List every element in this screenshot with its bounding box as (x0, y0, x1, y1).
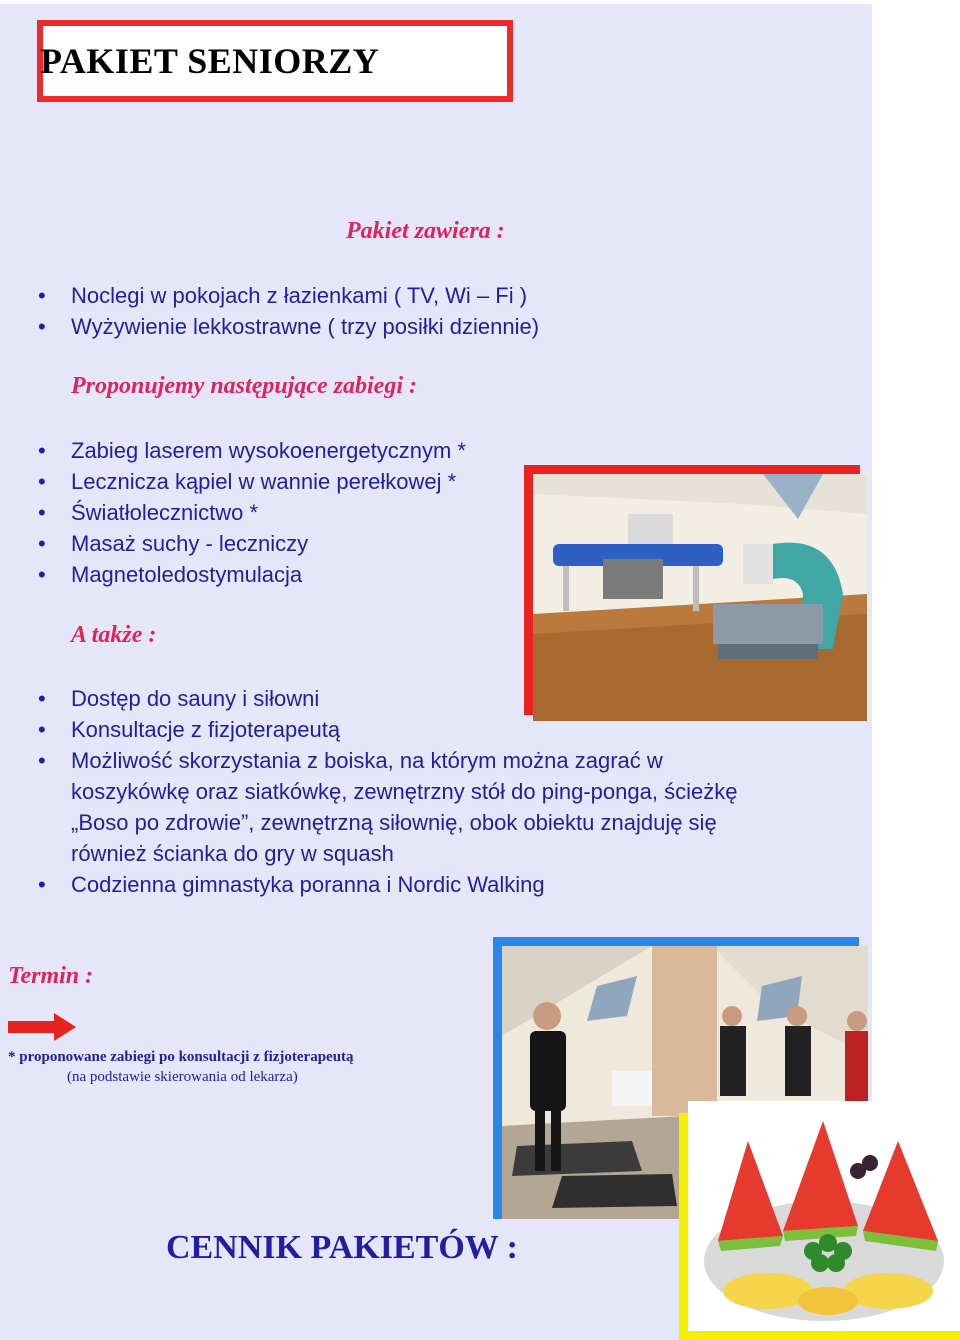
list-item: • Lecznicza kąpiel w wannie perełkowej * (38, 466, 466, 497)
footnote-line-1: * proponowane zabiegi po konsultacji z fizjoterapeutą (8, 1049, 354, 1065)
list-item: • Magnetoledostymulacja (38, 559, 466, 590)
pricing-heading: CENNIK PAKIETÓW : (166, 1229, 519, 1266)
therapy-room-photo (533, 474, 867, 721)
footnote-line-2: (na podstawie skierowania od lekarza) (67, 1069, 298, 1085)
zabiegi-heading: Proponujemy następujące zabiegi : (71, 373, 417, 399)
list-item: • Możliwość skorzystania z boiska, na którym można zagrać w (38, 745, 737, 776)
pakiet-heading: Pakiet zawiera : (346, 218, 505, 244)
list-item: • Zabieg laserem wysokoenergetycznym * (38, 435, 466, 466)
list-item: • Dostęp do sauny i siłowni (38, 683, 737, 714)
zabiegi-list (38, 435, 466, 590)
list-item: • Konsultacje z fizjoterapeutą (38, 714, 737, 745)
list-item-continuation: koszykówkę oraz siatkówkę, zewnętrzny stół do ping-ponga, ścieżkę (71, 779, 738, 804)
list-item: • Masaż suchy - leczniczy (38, 528, 466, 559)
list-item-continuation: również ścianka do gry w squash (71, 841, 394, 866)
list-item: • Codzienna gimnastyka poranna i Nordic Walking (38, 869, 737, 900)
termin-label: Termin : (8, 963, 94, 989)
list-item: • Światłolecznictwo * (38, 497, 466, 528)
takze-heading: A także : (71, 622, 157, 648)
list-item-continuation: „Boso po zdrowie”, zewnętrzną siłownię, obok obiektu znajduję się (71, 810, 717, 835)
page-title: PAKIET SENIORZY (40, 41, 380, 81)
pakiet-list (38, 280, 539, 342)
list-item: • Noclegi w pokojach z łazienkami ( TV, Wi – Fi ) (38, 280, 539, 311)
fruit-platter-photo (688, 1101, 960, 1331)
list-item: • Wyżywienie lekkostrawne ( trzy posiłki dziennie) (38, 311, 539, 342)
arrow-right-icon (8, 1013, 78, 1041)
